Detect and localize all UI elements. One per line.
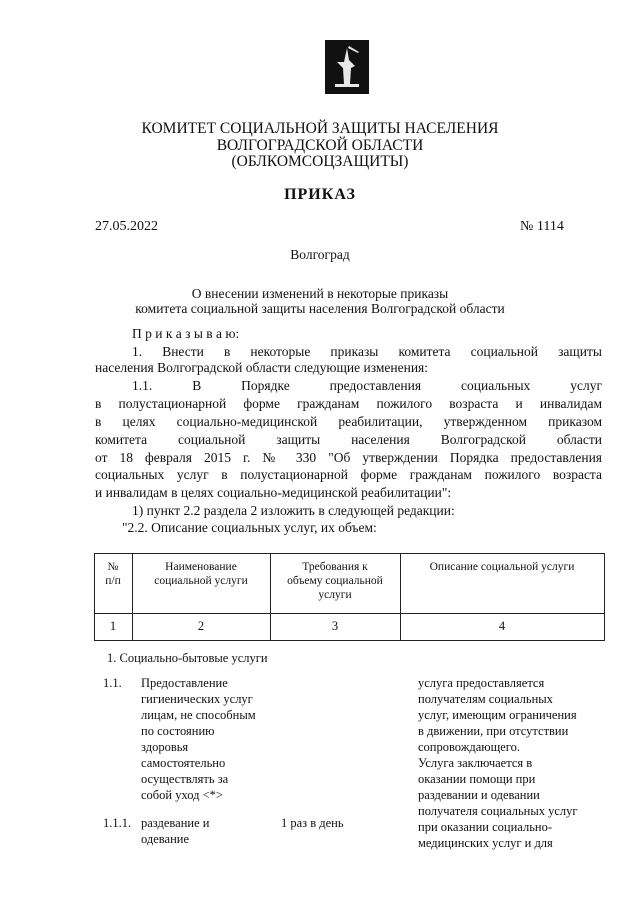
subitem-number: 1.1.1. <box>103 816 132 830</box>
item-service-name: Предоставление гигиенических услуг лицам, не способным по состоянию здоровья самостоятельно осуществлять за собой уход <*> <box>141 676 256 802</box>
service-description: услуга предоставляется получателям социальных услуг, имеющим ограничения в движении, при отсутствии сопровождающего. Услуга заключается в оказании помощи при раздевании и одевании получателя социальных услуг при оказании социально- медицинских услуг и для <box>418 676 578 850</box>
column-number-3: 3 <box>331 619 339 633</box>
subject-line1: О внесении изменений в некоторые приказы <box>191 286 449 301</box>
table-header-volume-requirements: Требования к объему социальной услуги <box>287 561 383 601</box>
table-header-number: № п/п <box>105 561 121 587</box>
subject-line2: комитета социальной защиты населения Волгоградской области <box>135 301 505 316</box>
paragraph-1-1-line5: от 18 февраля 2015 г. № 330 "Об утверждении Порядка предоставления <box>95 450 602 465</box>
document-number: № 1114 <box>520 219 564 234</box>
coat-of-arms-emblem <box>325 40 369 94</box>
subitem-volume: 1 раз в день <box>281 816 344 830</box>
org-name-line1: КОМИТЕТ СОЦИАЛЬНОЙ ЗАЩИТЫ НАСЕЛЕНИЯ <box>141 120 499 137</box>
paragraph-1-1-line4: комитета социальной защиты населения Волгоградской области <box>95 432 602 447</box>
paragraph-1-1-line1: 1.1. В Порядке предоставления социальных услуг <box>132 378 602 393</box>
paragraph-1-1-line7: и инвалидам в целях социально-медицинской реабилитации": <box>95 485 452 500</box>
services-table <box>94 553 605 641</box>
subparagraph-1: 1) пункт 2.2 раздела 2 изложить в следующей редакции: <box>132 503 455 518</box>
paragraph-1-line2: населения Волгоградской области следующие изменения: <box>95 360 429 375</box>
motherland-statue-icon <box>325 40 369 94</box>
paragraph-1-1-line2: в полустационарной форме гражданам пожилого возраста и инвалидам <box>95 396 602 411</box>
table-header-service-name: Наименование социальной услуги <box>154 561 248 587</box>
subitem-service-name: раздевание и одевание <box>141 816 210 846</box>
document-date: 27.05.2022 <box>95 219 158 234</box>
column-number-1: 1 <box>109 619 117 633</box>
city: Волгоград <box>290 247 350 262</box>
prikazyvayu: П р и к а з ы в а ю: <box>132 326 240 341</box>
paragraph-1-1-line3: в целях социально-медицинской реабилитации, утвержденном приказом <box>95 414 602 429</box>
item-number: 1.1. <box>103 676 122 690</box>
table-header-description: Описание социальной услуги <box>429 561 575 573</box>
column-number-2: 2 <box>197 619 205 633</box>
document-type: ПРИКАЗ <box>284 186 356 203</box>
column-number-4: 4 <box>498 619 506 633</box>
quote-start: "2.2. Описание социальных услуг, их объем: <box>122 520 377 535</box>
paragraph-1-1-line6: социальных услуг в полустационарной форме гражданам пожилого возраста <box>95 467 602 482</box>
org-name-line3: (ОБЛКОМСОЦЗАЩИТЫ) <box>231 153 409 170</box>
section-heading: 1. Социально-бытовые услуги <box>107 651 268 665</box>
paragraph-1-line1: 1. Внести в некоторые приказы комитета социальной защиты <box>132 344 602 359</box>
org-name-line2: ВОЛГОГРАДСКОЙ ОБЛАСТИ <box>216 137 424 154</box>
